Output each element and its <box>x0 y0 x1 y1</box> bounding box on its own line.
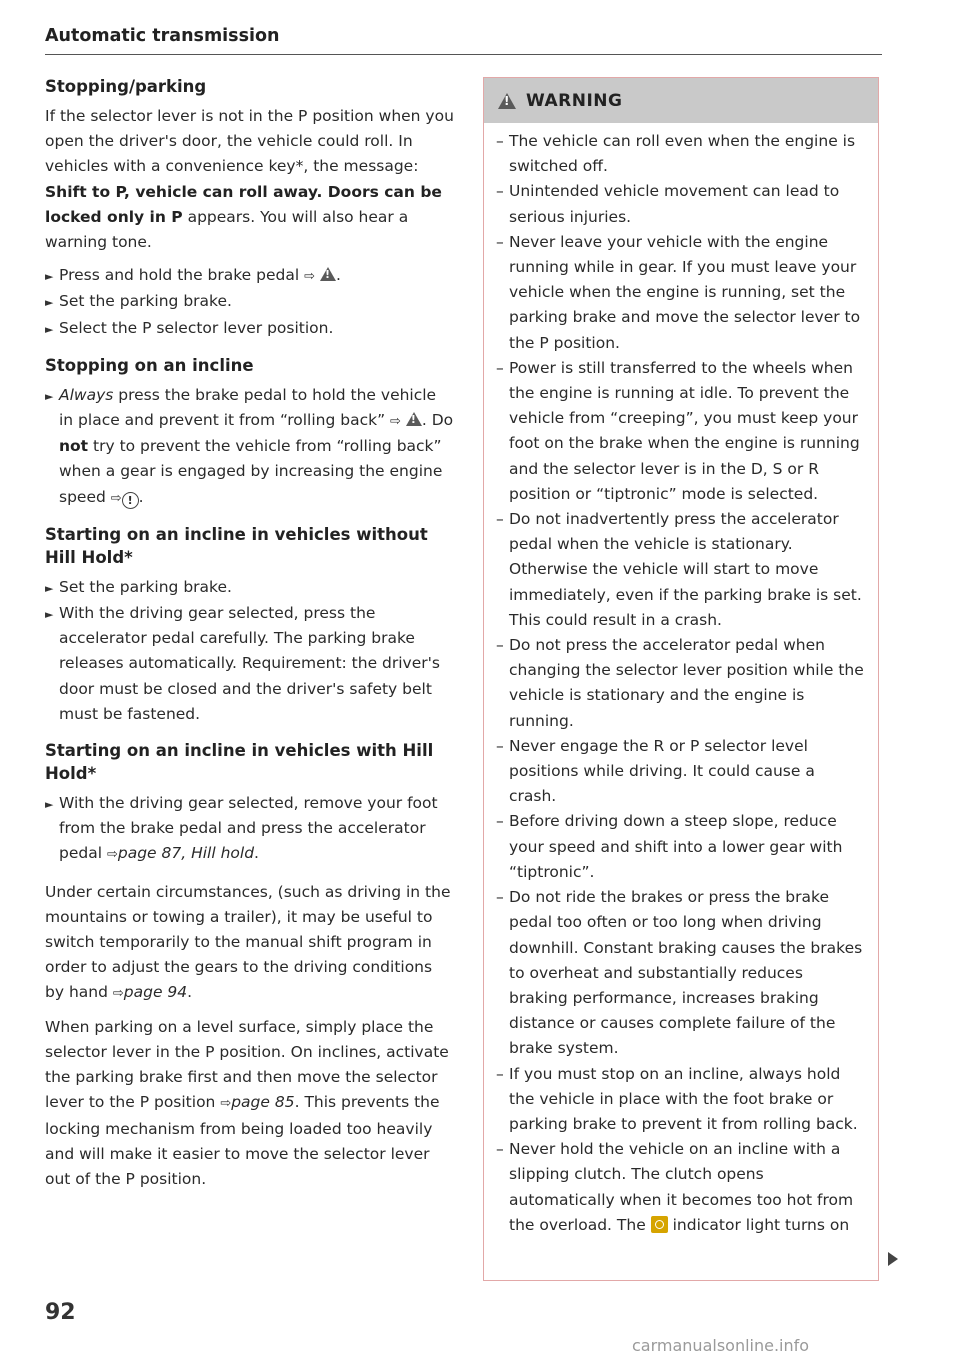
step-press-brake: ► Press and hold the brake pedal ⇨ ! . <box>45 263 455 289</box>
ref-arrow-icon: ⇨ <box>110 490 122 506</box>
step-arrow-icon: ► <box>45 322 54 336</box>
note-circle-icon: ! <box>122 492 139 509</box>
step-arrow-icon: ► <box>45 581 54 595</box>
warning-title: WARNING <box>526 90 623 111</box>
step-always-brake: ► Always press the brake pedal to hold the vehicle in place and prevent it from “rolling back” ⇨ ! . Do not try to prevent the vehicle from “rolling back” when a gear is engaged by increasing the engine speed ⇨ ! . <box>45 383 455 511</box>
warning-item: – Do not ride the brakes or press the brake pedal too often or too long when driving downhill. Constant braking causes the brakes to overheat and substantially reduces braking performance, increases braking distance or causes complete failure of the brake system. <box>496 888 863 1058</box>
manual-program-paragraph: Under certain circumstances, (such as driving in the mountains or towing a trailer), it may be useful to switch temporarily to the manual shift program in order to adjust the gears to the driving conditions by hand ⇨page 94. <box>45 882 451 1002</box>
warning-item: – If you must stop on an incline, always hold the vehicle in place with the foot brake or parking brake to prevent it from rolling back. <box>496 1064 858 1133</box>
warning-item: – Power is still transferred to the wheels when the engine is running at idle. To prevent the vehicle from “creeping”, you must keep your foot on the brake when the engine is running and the selector lever is in the D, S or R position or “tiptronic” mode is selected. <box>496 358 860 503</box>
step-set-parking-brake: ► Set the parking brake. <box>45 575 455 601</box>
step-press-accelerator: ► With the driving gear selected, press the accelerator pedal carefully. The parking brake releases automatically. Requirement: the driver's door must be closed and the driver's safety belt must be fastened. <box>45 601 455 727</box>
warning-triangle-icon <box>498 93 516 109</box>
step-arrow-icon: ► <box>45 608 54 622</box>
warning-item: – Do not press the accelerator pedal when changing the selector lever position while the vehicle is stationary and the engine is running. <box>496 636 864 730</box>
ref-arrow-icon: ⇨ <box>390 414 401 430</box>
warning-item: – Never hold the vehicle on an incline with a slipping clutch. The clutch opens automatically when it becomes too hot from the overload. The indicator light turns on <box>496 1140 854 1234</box>
continue-arrow-icon <box>888 1252 898 1266</box>
left-column <box>45 75 455 1200</box>
step-arrow-icon: ► <box>45 389 54 403</box>
warning-header <box>484 78 878 123</box>
ref-arrow-icon: ⇨ <box>112 986 124 1002</box>
step-arrow-icon: ► <box>45 296 54 310</box>
warning-item: – Never leave your vehicle with the engine running while in gear. If you must leave your vehicle when the engine is running, set the parking brake and move the selector lever to the P position. <box>496 232 861 352</box>
warning-list <box>484 123 878 1238</box>
warning-item: – Never engage the R or P selector level positions while driving. It could cause a crash. <box>496 736 815 806</box>
page-ref-link[interactable]: page 94 <box>123 983 188 1002</box>
step-arrow-icon: ► <box>45 798 54 812</box>
clutch-indicator-icon <box>651 1216 668 1233</box>
step-arrow-icon: ► <box>45 270 54 284</box>
heading-without-hill-hold: Starting on an incline in vehicles without Hill Hold* <box>45 524 428 567</box>
warning-item: – Before driving down a steep slope, reduce your speed and shift into a lower gear with “tiptronic”. <box>496 812 843 881</box>
step-remove-foot: ► With the driving gear selected, remove your foot from the brake pedal and press the accelerator pedal ⇨page 87, Hill hold. <box>45 791 455 868</box>
page-number: 92 <box>45 1300 76 1325</box>
watermark: carmanualsonline.info <box>632 1336 810 1355</box>
page-header <box>45 26 882 55</box>
heading-with-hill-hold: Starting on an incline in vehicles with Hill Hold* <box>45 741 434 784</box>
page-ref-link[interactable]: page 85 <box>231 1093 295 1112</box>
warning-item: – The vehicle can roll even when the engine is switched off. <box>496 132 856 176</box>
warning-item: – Unintended vehicle movement can lead to serious injuries. <box>496 182 840 226</box>
page-ref-link[interactable]: page 87, Hill hold <box>117 844 255 863</box>
section-title: Automatic transmission <box>45 26 280 46</box>
heading-stopping-parking: Stopping/parking <box>45 77 207 96</box>
warning-triangle-icon <box>320 267 336 281</box>
step-parking-brake: ► Set the parking brake. <box>45 289 455 315</box>
heading-stopping-incline: Stopping on an incline <box>45 355 254 375</box>
ref-arrow-icon: ⇨ <box>220 1096 232 1112</box>
step-select-p: ► Select the P selector lever position. <box>45 316 455 342</box>
stopping-intro: If the selector lever is not in the P position when you open the driver's door, the vehicle could roll. In vehicles with a convenience key*, the message: Shift to P, vehicle can roll away. Doors can be locked only in P appears. You will also hear a warning tone. <box>45 107 454 252</box>
warning-triangle-icon <box>406 412 422 426</box>
ref-arrow-icon: ⇨ <box>304 269 316 285</box>
ref-arrow-icon: ⇨ <box>106 847 118 863</box>
warning-item: – Do not inadvertently press the accelerator pedal when the vehicle is stationary. Otherwise the vehicle will start to move immediately, even if the parking brake is set. This could result in a crash. <box>496 510 862 629</box>
warning-box <box>483 77 879 1281</box>
level-surface-paragraph: When parking on a level surface, simply place the selector lever in the P position. On inclines, activate the parking brake first and then move the selector lever to the P position ⇨page 85. This prevents the locking mechanism from being loaded too heavily and will make it easier to move the selector lever out of the P position. <box>45 1017 449 1188</box>
